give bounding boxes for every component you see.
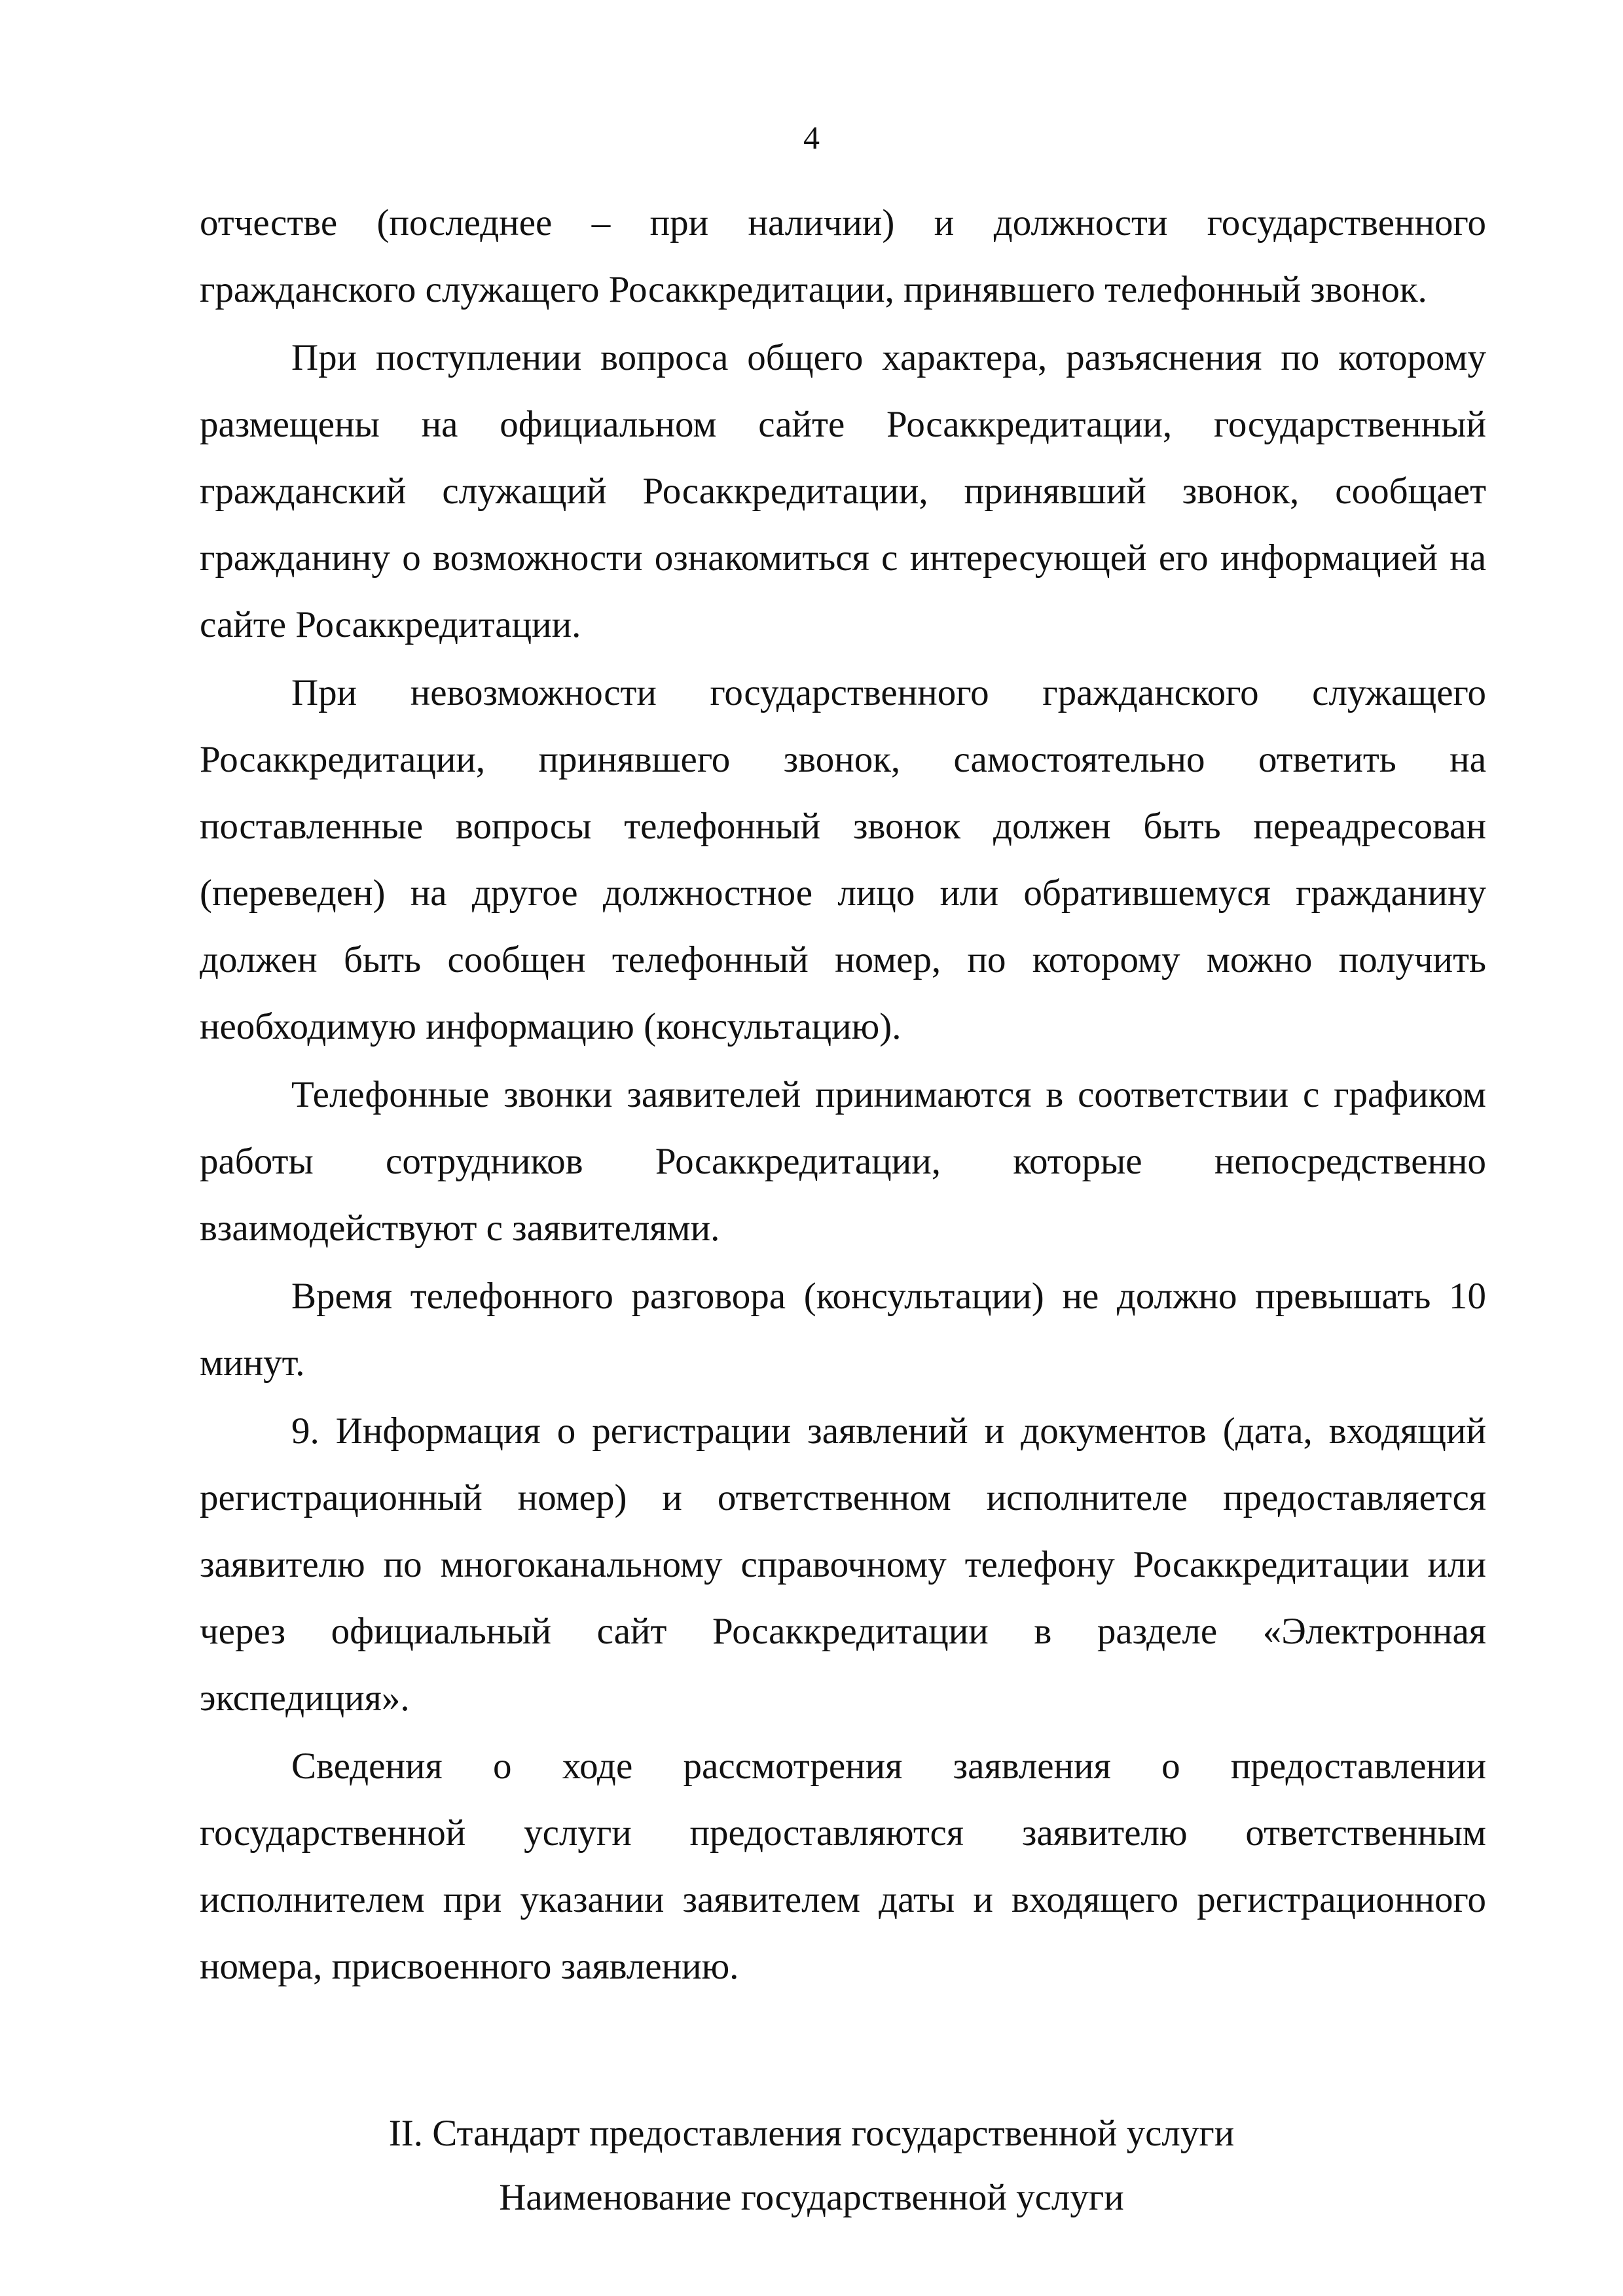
paragraph-review-status: Сведения о ходе рассмотрения заявления о предоставлении государственной услуги предоставляются заявителю ответственным исполнителем при указании заявителем даты и входящего регистрационного номера, присвоенного заявлению.: [200, 1746, 1486, 1987]
section-heading-block: [0, 2111, 1623, 2221]
paragraph-registration-info: 9. Информация о регистрации заявлений и документов (дата, входящий регистрационный номер) и ответственном исполнителе предоставляется заявителю по многоканальному справочному телефону Росаккредитации или через официальный сайт Росаккредитации в разделе «Электронная экспедиция».: [200, 1410, 1486, 1719]
page-number: 4: [803, 119, 820, 156]
paragraph-call-redirect: При невозможности государственного гражданского служащего Росаккредитации, принявшего звонок, самостоятельно ответить на поставленные вопросы телефонный звонок должен быть переадресован (переведен) на другое должностное лицо или обратившемуся гражданину должен быть сообщен телефонный номер, по которому можно получить необходимую информацию (консультацию).: [200, 672, 1486, 1047]
paragraph-continuation: отчестве (последнее – при наличии) и должности государственного гражданского служащего Росаккредитации, принявшего телефонный звонок.: [200, 202, 1486, 310]
paragraph-call-schedule: Телефонные звонки заявителей принимаются в соответствии с графиком работы сотрудников Росаккредитации, которые непосредственно взаимодействуют с заявителями.: [200, 1074, 1486, 1249]
document-body: [200, 190, 1486, 2001]
paragraph-general-question: При поступлении вопроса общего характера, разъяснения по которому размещены на официальном сайте Росаккредитации, государственный гражданский служащий Росаккредитации, принявший звонок, сообщает гражданину о возможности ознакомиться с интересующей его информацией на сайте Росаккредитации.: [200, 337, 1486, 645]
section-subtitle: Наименование государственной услуги: [499, 2177, 1124, 2218]
paragraph-call-duration: Время телефонного разговора (консультации) не должно превышать 10 минут.: [200, 1276, 1486, 1384]
section-title: II. Стандарт предоставления государственной услуги: [388, 2113, 1235, 2154]
